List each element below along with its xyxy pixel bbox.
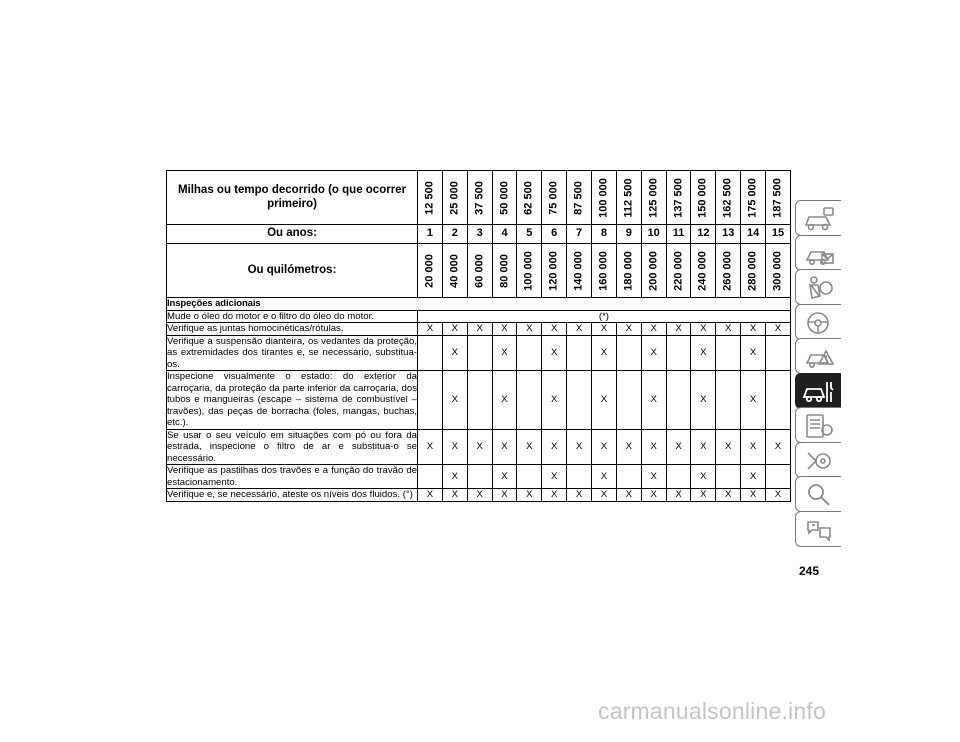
page-number: 245 — [799, 564, 820, 578]
interval-mark: X — [741, 371, 766, 430]
interval-mark — [766, 371, 791, 430]
km-header-cell — [766, 244, 791, 298]
interval-mark: X — [492, 429, 517, 465]
task-description: Inspecione visualmente o estado: do exterior da carroçaria, da proteção da parte inferior da carroçaria, dos tubos e mangueiras (escape – sistema de combustível – travões), das peças de borracha (foles, mangas, buchas, etc.). — [167, 371, 417, 428]
km-header-cell — [467, 244, 492, 298]
mileage-header-cell — [442, 171, 467, 225]
tab-specifications[interactable] — [795, 407, 841, 443]
interval-mark: X — [517, 323, 542, 336]
km-header-cell — [418, 244, 443, 298]
interval-mark: X — [492, 489, 517, 502]
interval-mark: X — [691, 323, 716, 336]
tab-multimedia[interactable] — [795, 442, 841, 478]
interval-mark — [716, 335, 741, 371]
magnifier-icon — [802, 481, 836, 509]
header-miles-row — [167, 171, 791, 225]
interval-mark: X — [641, 335, 666, 371]
km-value: 240 000 — [696, 250, 709, 291]
interval-mark: X — [641, 323, 666, 336]
mileage-value: 12 500 — [423, 180, 436, 215]
km-value: 300 000 — [771, 250, 784, 291]
km-value: 140 000 — [572, 250, 585, 291]
mileage-header-cell — [418, 171, 443, 225]
interval-mark: X — [592, 465, 617, 489]
mileage-value: 50 000 — [497, 180, 510, 215]
tab-steering-wheel[interactable] — [795, 304, 841, 340]
task-description: Verifique as juntas homocinéticas/rótulas. — [167, 323, 418, 336]
interval-mark: X — [592, 489, 617, 502]
mileage-value: 162 500 — [721, 177, 734, 218]
km-value: 280 000 — [746, 250, 759, 291]
task-description: Se usar o seu veículo em situações com pó ou fora da estrada, inspecione o filtro de ar e substitua-o se necessário. — [167, 429, 417, 464]
km-header-cell — [567, 244, 592, 298]
mileage-value: 87 500 — [572, 180, 585, 215]
km-value: 160 000 — [597, 250, 610, 291]
interval-mark — [766, 465, 791, 489]
interval-mark: X — [492, 465, 517, 489]
km-value: 180 000 — [622, 250, 635, 291]
km-value: 100 000 — [522, 250, 535, 291]
km-header-cell — [616, 244, 641, 298]
mileage-header-cell — [741, 171, 766, 225]
mileage-header-cell — [716, 171, 741, 225]
mileage-header-cell — [641, 171, 666, 225]
interval-mark: X — [442, 335, 467, 371]
interval-mark: X — [492, 371, 517, 430]
interval-mark: X — [542, 323, 567, 336]
task-description: Verifique a suspensão dianteira, os vedantes da proteção, as extremidades dos tirantes e, se necessário, substitua-os. — [167, 335, 417, 370]
mileage-value: 62 500 — [522, 180, 535, 215]
interval-mark: X — [641, 371, 666, 430]
emergency-triangle-icon — [802, 343, 836, 371]
year-value: 13 — [716, 225, 741, 244]
multimedia-icon — [802, 447, 836, 475]
steering-wheel-icon — [802, 309, 836, 337]
year-value: 5 — [517, 225, 542, 244]
km-header-cell — [442, 244, 467, 298]
mileage-value: 150 000 — [696, 177, 709, 218]
km-value: 260 000 — [721, 250, 734, 291]
interval-mark — [517, 371, 542, 430]
year-value: 12 — [691, 225, 716, 244]
interval-mark: X — [418, 323, 443, 336]
year-value: 7 — [567, 225, 592, 244]
interval-mark: X — [592, 429, 617, 465]
interval-mark: X — [741, 489, 766, 502]
km-value: 60 000 — [472, 253, 485, 288]
interval-mark — [766, 335, 791, 371]
interval-mark: X — [418, 489, 443, 502]
year-value: 1 — [418, 225, 443, 244]
interval-mark: X — [442, 371, 467, 430]
interval-mark: X — [517, 489, 542, 502]
interval-mark — [467, 371, 492, 430]
interval-mark: X — [666, 323, 691, 336]
interval-mark: X — [666, 429, 691, 465]
year-value: 2 — [442, 225, 467, 244]
mileage-header-cell — [616, 171, 641, 225]
interval-mark: X — [517, 429, 542, 465]
section-row — [167, 298, 791, 311]
interval-mark: X — [442, 489, 467, 502]
mileage-header-cell — [467, 171, 492, 225]
interval-mark: X — [567, 489, 592, 502]
task-description: Verifique e, se necessário, ateste os níveis dos fluidos. (°) — [167, 489, 418, 502]
mileage-header-cell — [542, 171, 567, 225]
mileage-value: 112 500 — [622, 177, 635, 218]
mileage-label: Milhas ou tempo decorrido (o que ocorrer primeiro) — [167, 171, 418, 225]
tab-seatbelt-airbag[interactable] — [795, 269, 841, 305]
header-km-row — [167, 244, 791, 298]
table-row — [167, 489, 791, 502]
table-row — [167, 323, 791, 336]
km-value: 220 000 — [671, 250, 684, 291]
interval-mark — [517, 465, 542, 489]
interval-mark — [616, 335, 641, 371]
mileage-value: 137 500 — [671, 177, 684, 218]
interval-mark — [666, 465, 691, 489]
interval-mark: X — [716, 323, 741, 336]
interval-mark: X — [691, 335, 716, 371]
tab-warning-lights[interactable] — [795, 235, 841, 271]
table-row — [167, 335, 791, 371]
year-value: 11 — [666, 225, 691, 244]
interval-mark: X — [691, 429, 716, 465]
interval-mark: X — [542, 371, 567, 430]
km-header-cell — [492, 244, 517, 298]
interval-mark — [418, 465, 443, 489]
interval-mark: X — [542, 465, 567, 489]
km-header-cell — [592, 244, 617, 298]
km-value: 40 000 — [448, 253, 461, 288]
interval-mark: X — [467, 323, 492, 336]
year-value: 10 — [641, 225, 666, 244]
interval-mark: X — [766, 489, 791, 502]
tab-car-maintenance[interactable] — [795, 373, 841, 409]
interval-mark — [517, 335, 542, 371]
mileage-value: 25 000 — [448, 180, 461, 215]
km-header-cell — [741, 244, 766, 298]
warning-lights-icon — [802, 240, 836, 268]
interval-mark: X — [442, 465, 467, 489]
car-wrench-icon — [802, 378, 836, 406]
year-value: 9 — [616, 225, 641, 244]
interval-mark: X — [691, 465, 716, 489]
task-description: Mude o óleo do motor e o filtro do óleo do motor. — [167, 310, 418, 323]
km-value: 200 000 — [646, 250, 659, 291]
interval-mark — [418, 335, 443, 371]
interval-mark: X — [691, 489, 716, 502]
interval-mark: X — [641, 465, 666, 489]
interval-mark — [567, 335, 592, 371]
tab-car-dashboard[interactable] — [795, 200, 841, 236]
km-value: 120 000 — [547, 250, 560, 291]
tab-emergency[interactable] — [795, 338, 841, 374]
interval-mark: X — [567, 323, 592, 336]
maintenance-table — [166, 170, 791, 502]
languages-icon — [802, 516, 836, 544]
km-value: 80 000 — [497, 253, 510, 288]
km-header-cell — [542, 244, 567, 298]
table-row — [167, 310, 791, 323]
car-dashboard-icon — [802, 205, 836, 233]
table-row — [167, 429, 791, 465]
task-description: Verifique as pastilhas dos travões e a função do travão de estacionamento. — [167, 465, 417, 488]
interval-mark — [666, 335, 691, 371]
km-label: Ou quilómetros: — [167, 244, 418, 298]
interval-mark: X — [616, 429, 641, 465]
table-row — [167, 371, 791, 430]
interval-mark: X — [442, 323, 467, 336]
mileage-value: 175 000 — [746, 177, 759, 218]
interval-mark: X — [616, 323, 641, 336]
mileage-header-cell — [567, 171, 592, 225]
interval-mark: X — [418, 429, 443, 465]
interval-mark — [716, 465, 741, 489]
section-title: Inspeções adicionais — [167, 298, 791, 311]
tab-index[interactable] — [795, 476, 841, 512]
mileage-header-cell — [691, 171, 716, 225]
interval-mark: X — [442, 429, 467, 465]
interval-mark: X — [492, 335, 517, 371]
year-value: 14 — [741, 225, 766, 244]
interval-mark — [467, 465, 492, 489]
interval-mark — [616, 371, 641, 430]
km-value: 20 000 — [423, 253, 436, 288]
interval-mark: X — [716, 429, 741, 465]
interval-mark: X — [766, 323, 791, 336]
note-cell: (*) — [418, 310, 791, 323]
interval-mark — [666, 371, 691, 430]
mileage-value: 75 000 — [547, 180, 560, 215]
interval-mark: X — [567, 429, 592, 465]
year-value: 3 — [467, 225, 492, 244]
interval-mark — [567, 371, 592, 430]
km-header-cell — [641, 244, 666, 298]
mileage-header-cell — [666, 171, 691, 225]
year-value: 6 — [542, 225, 567, 244]
interval-mark: X — [741, 429, 766, 465]
mileage-value: 125 000 — [646, 177, 659, 218]
interval-mark: X — [641, 489, 666, 502]
interval-mark: X — [666, 489, 691, 502]
interval-mark: X — [616, 489, 641, 502]
specifications-icon — [802, 412, 836, 440]
header-years-row — [167, 225, 791, 244]
interval-mark: X — [467, 429, 492, 465]
interval-mark — [418, 371, 443, 430]
mileage-header-cell — [517, 171, 542, 225]
table-row — [167, 465, 791, 489]
interval-mark: X — [542, 335, 567, 371]
interval-mark: X — [641, 429, 666, 465]
interval-mark: X — [592, 371, 617, 430]
mileage-value: 187 500 — [771, 177, 784, 218]
years-label: Ou anos: — [167, 225, 418, 244]
interval-mark: X — [592, 323, 617, 336]
km-header-cell — [691, 244, 716, 298]
tab-languages[interactable] — [795, 511, 841, 547]
interval-mark: X — [492, 323, 517, 336]
interval-mark — [567, 465, 592, 489]
year-value: 15 — [766, 225, 791, 244]
chapter-tabs — [795, 200, 842, 546]
km-header-cell — [517, 244, 542, 298]
seatbelt-airbag-icon — [802, 274, 836, 302]
watermark: carmanualsonline.info — [598, 698, 826, 724]
interval-mark: X — [741, 323, 766, 336]
km-header-cell — [666, 244, 691, 298]
year-value: 8 — [592, 225, 617, 244]
interval-mark — [716, 371, 741, 430]
mileage-header-cell — [766, 171, 791, 225]
km-header-cell — [716, 244, 741, 298]
mileage-value: 100 000 — [597, 177, 610, 218]
interval-mark: X — [716, 489, 741, 502]
interval-mark: X — [592, 335, 617, 371]
interval-mark: X — [542, 489, 567, 502]
interval-mark: X — [741, 335, 766, 371]
interval-mark: X — [741, 465, 766, 489]
year-value: 4 — [492, 225, 517, 244]
interval-mark: X — [691, 371, 716, 430]
interval-mark: X — [542, 429, 567, 465]
interval-mark — [616, 465, 641, 489]
mileage-value: 37 500 — [472, 180, 485, 215]
interval-mark: X — [467, 489, 492, 502]
interval-mark: X — [766, 429, 791, 465]
mileage-header-cell — [492, 171, 517, 225]
interval-mark — [467, 335, 492, 371]
mileage-header-cell — [592, 171, 617, 225]
